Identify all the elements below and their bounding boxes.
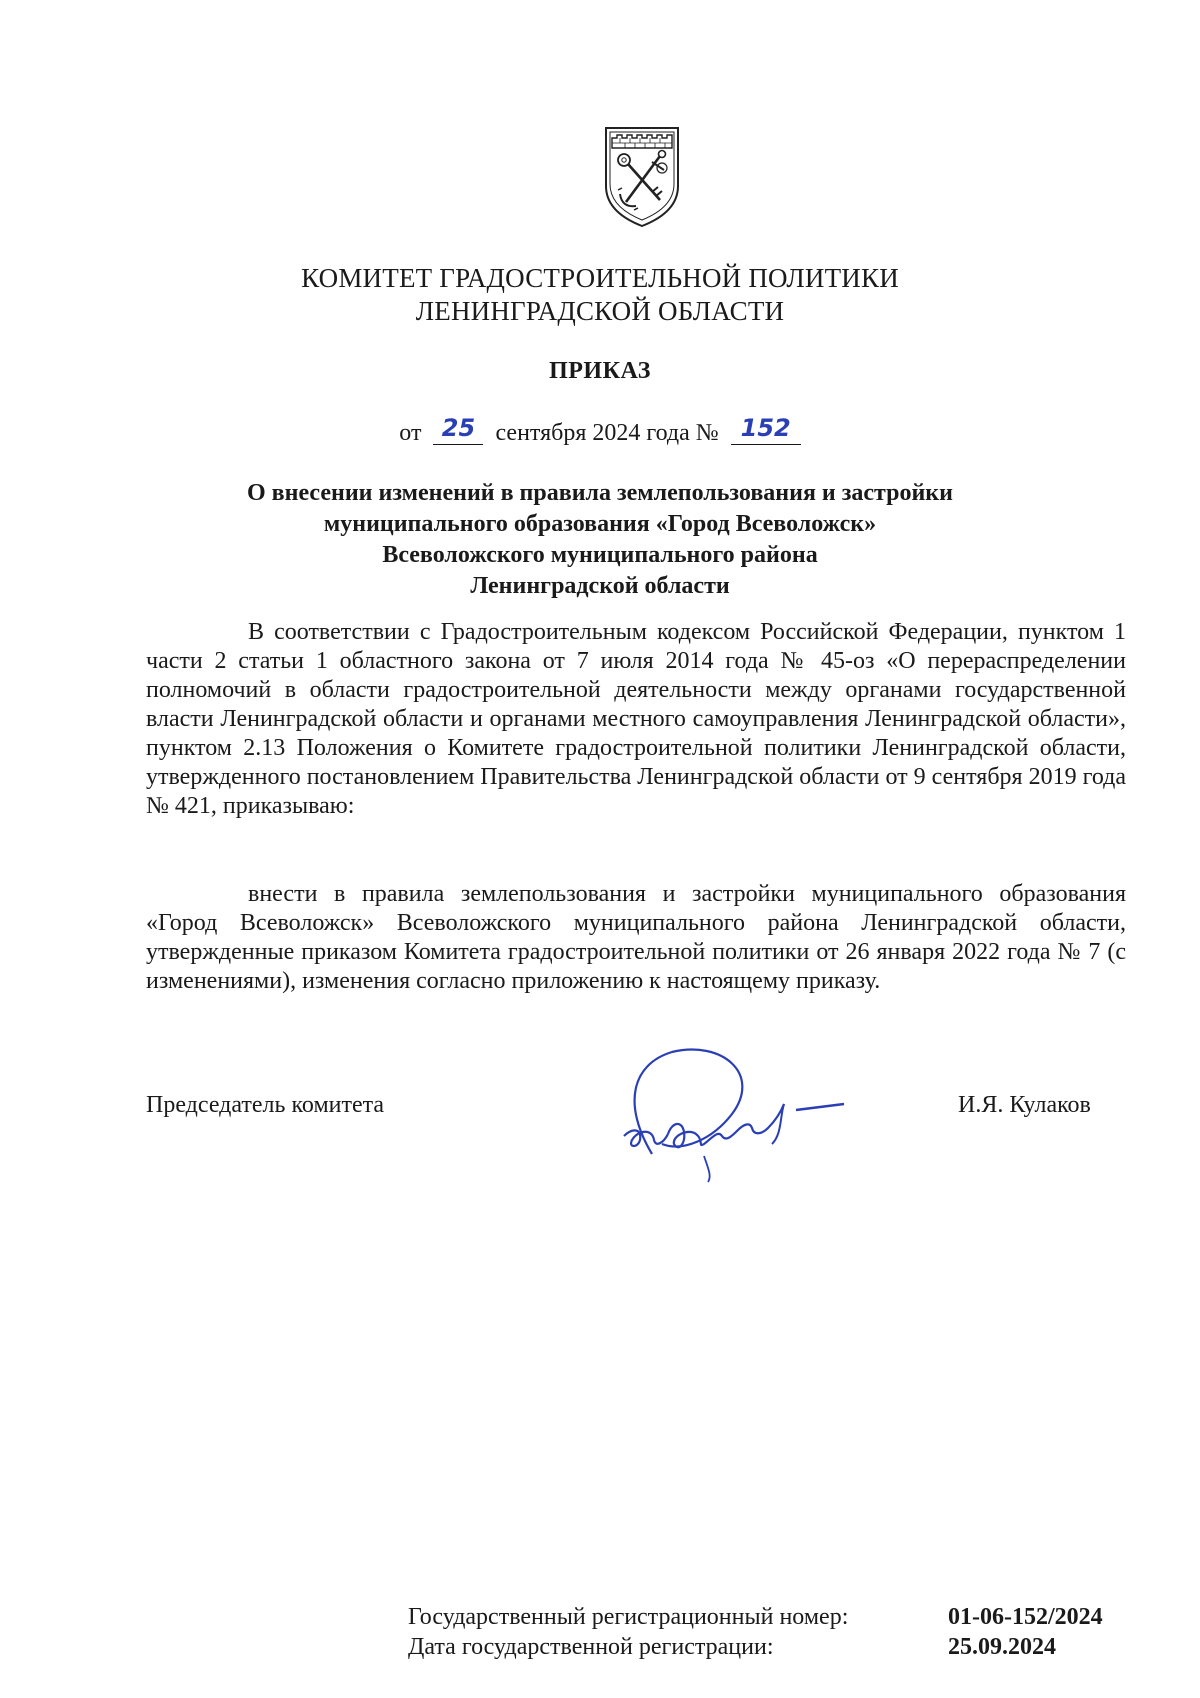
body-paragraph-1: В соответствии с Градостроительным кодексом Российской Федерации, пунктом 1 части 2 статьи 1 областного закона от 7 июля 2014 года № 45-оз «О перераспределении полномочий в области градостроительной деятельности между органами государственной власти Ленинградской области и органами местного самоуправления Ленинградской области», пунктом 2.13 Положения о Комитете градостроительной политики Ленинградской области, утвержденного постановлением Правительства Ленинградской области от 9 сентября 2019 года № 421, приказываю: [146,619,1126,819]
order-number-field [731,414,801,445]
order-month-year: сентября 2024 года № [495,420,719,446]
registration-date-label: Дата государственной регистрации: [408,1634,774,1660]
subject-line-4: Ленинградской области [470,573,730,599]
order-number-handwritten: 152 [740,414,791,442]
signatory-name: И.Я. Кулаков [958,1092,1091,1118]
order-date-prefix: от [399,420,422,446]
order-subject [0,478,1200,602]
subject-line-3: Всеволожского муниципального района [382,542,818,568]
handwritten-signature [612,1044,892,1184]
order-day-handwritten: 25 [441,414,476,442]
subject-line-1: О внесении изменений в правила землепользования и застройки [247,480,953,506]
order-day-field [433,414,483,445]
body-paragraph-2: внести в правила землепользования и застройки муниципального образования «Город Всеволожск» Всеволожского муниципального района Ленинградской области, утвержденные приказом Комитета градостроительной политики от 26 января 2022 года № 7 (с изменениями), изменения согласно приложению к настоящему приказу. [146,881,1126,994]
registration-number-value: 01-06-152/2024 [948,1604,1103,1630]
coat-of-arms-icon [602,124,682,228]
signatory-position: Председатель комитета [146,1092,385,1118]
registration-number-label: Государственный регистрационный номер: [408,1604,849,1630]
subject-line-2: муниципального образования «Город Всеволожск» [323,511,877,537]
registration-values [948,1602,1103,1662]
committee-name-line-1: КОМИТЕТ ГРАДОСТРОИТЕЛЬНОЙ ПОЛИТИКИ [301,263,899,293]
committee-name [0,262,1200,328]
registration-date-value: 25.09.2024 [948,1634,1056,1660]
registration-labels [408,1602,848,1662]
order-date-number-line [0,414,1200,447]
order-title: ПРИКАЗ [549,358,651,384]
committee-name-line-2: ЛЕНИНГРАДСКОЙ ОБЛАСТИ [415,296,785,326]
